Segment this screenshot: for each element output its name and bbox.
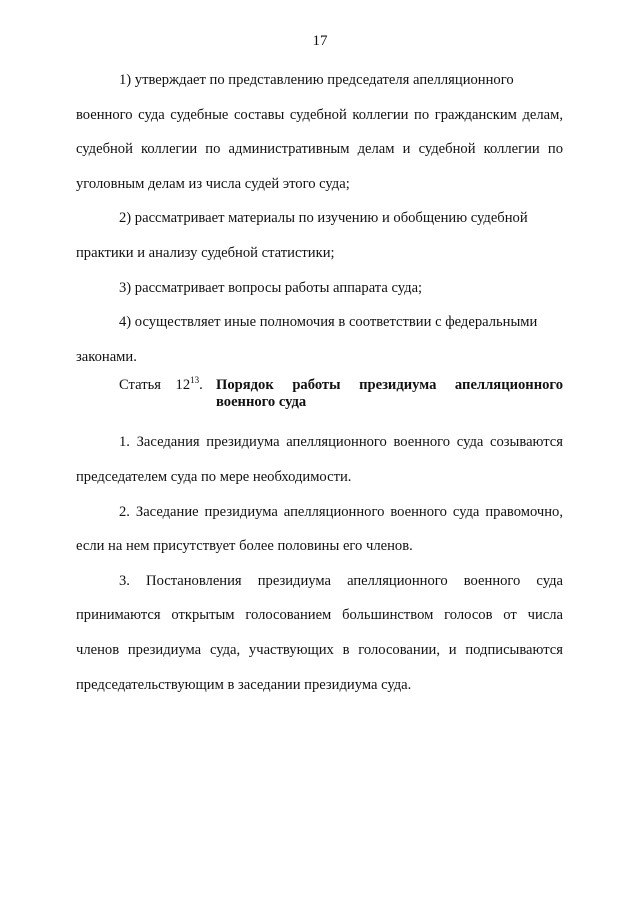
clause-paragraph: 2. Заседание президиума апелляционного военного суда правомочно, если на нем присутствует более половины его членов.: [76, 503, 563, 555]
article-title: Порядок работы президиума апелляционного военного суда: [216, 377, 563, 411]
list-item: [76, 305, 563, 374]
clause-paragraph: 1. Заседания президиума апелляционного военного суда созываются председателем суда по мере необходимости.: [76, 434, 563, 485]
document-body: [76, 63, 563, 702]
list-item: [76, 201, 563, 270]
article-dot: .: [199, 377, 203, 394]
article-word: Статья: [119, 377, 161, 394]
article-heading: [76, 377, 563, 411]
list-item-first-line: 2) рассматривает материалы по изучению и обобщению судебной: [119, 210, 528, 227]
article-number: 12: [175, 377, 191, 394]
list-item: [76, 271, 563, 306]
list-item-first-line: 3) рассматривает вопросы работы аппарата суда;: [119, 279, 423, 296]
list-item-first-line: 4) осуществляет иные полномочия в соответствии с федеральными: [119, 314, 538, 331]
article-label: [119, 377, 216, 411]
page-number: 17: [312, 33, 328, 49]
list-item-continuation: военного суда судебные составы судебной коллегии по гражданским делам, судебной коллегии по административным делам и судебной коллегии по уголовным делам из числа судей этого суда;: [76, 106, 563, 192]
list-item-continuation: законами.: [76, 348, 137, 365]
list-item-first-line: 1) утверждает по представлению председателя апелляционного: [119, 72, 514, 88]
clause-paragraph: 3. Постановления президиума апелляционного военного суда принимаются открытым голосованием большинством голосов от числа членов президиума суда, участвующих в голосовании, и подписываются председательствующим в заседании президиума суда.: [76, 572, 563, 693]
list-item-continuation: практики и анализу судебной статистики;: [76, 244, 335, 261]
list-item: [76, 63, 563, 201]
article-number-superscript: 13: [190, 375, 200, 386]
